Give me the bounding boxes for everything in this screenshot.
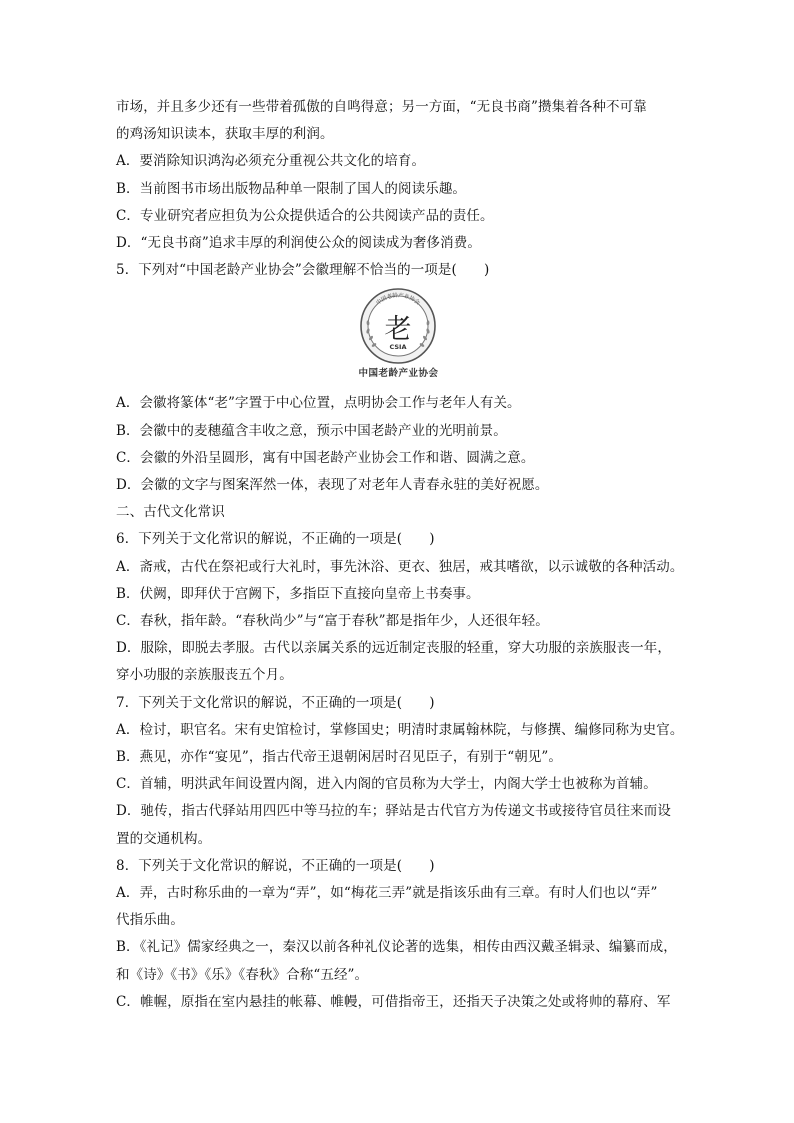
option-line: A．要消除知识鸿沟必须充分重视公共文化的培育。 <box>116 153 426 170</box>
document-page <box>116 94 684 1016</box>
option-line: A．检讨，职官名。宋有史馆检讨，掌修国史；明清时隶属翰林院，与修撰、编修同称为史官。 <box>116 721 684 738</box>
logo-ring-text: 中国老龄产业协会 <box>375 293 421 307</box>
option-line: 代指乐曲。 <box>116 912 184 929</box>
option-line: D．会徽的文字与图案浑然一体，表现了对老年人青春永驻的美好祝愿。 <box>116 477 549 494</box>
question-line: 8．下列关于文化常识的解说，不正确的一项是( ) <box>116 857 435 874</box>
option-line: C．专业研究者应担负为公众提供适合的公共阅读产品的责任。 <box>116 207 494 224</box>
option-line: D．“无良书商”追求丰厚的利润使公众的阅读成为奢侈消费。 <box>116 235 481 252</box>
option-line: 穿小功服的亲族服丧五个月。 <box>116 667 293 684</box>
option-line: B．会徽中的麦穗蕴含丰收之意，预示中国老龄产业的光明前景。 <box>116 422 507 439</box>
option-line: D．服除，即脱去孝服。古代以亲属关系的远近制定丧服的轻重，穿大功服的亲族服丧一年， <box>116 640 671 657</box>
logo-abbr: CSIA <box>389 343 407 352</box>
logo-center-glyph: 老 <box>384 314 412 346</box>
option-line: 和《诗》《书》《乐》《春秋》合称“五经”。 <box>116 966 369 983</box>
option-line: C．春秋，指年龄。“春秋尚少”与“富于春秋”都是指年少，人还很年轻。 <box>116 613 549 630</box>
option-line: B．伏阙，即拜伏于宫阙下，多指臣下直接向皇帝上书奏事。 <box>116 585 480 602</box>
question-line: 5．下列对“中国老龄产业协会”会徽理解不恰当的一项是( ) <box>116 262 490 279</box>
option-line: B．当前图书市场出版物品种单一限制了国人的阅读乐趣。 <box>116 180 467 197</box>
option-line: B．燕见，亦作“宴见”，指古代帝王退朝闲居时召见臣子，有别于“朝见”。 <box>116 749 563 766</box>
option-line: A．斋戒，古代在祭祀或行大礼时，事先沐浴、更衣、独居，戒其嗜欲，以示诚敬的各种活动。 <box>116 558 684 575</box>
option-line: D．驰传，指古代驿站用四匹中等马拉的车；驿站是古代官方为传递文书或接待官员往来而设 <box>116 803 671 820</box>
option-line: C．会徽的外沿呈圆形，寓有中国老龄产业协会工作和谐、圆满之意。 <box>116 449 535 466</box>
question-line: 7．下列关于文化常识的解说，不正确的一项是( ) <box>116 694 435 711</box>
option-line: A．会徽将篆体“老”字置于中心位置，点明协会工作与老年人有关。 <box>116 395 521 412</box>
option-line: A．弄，古时称乐曲的一章为“弄”，如“梅花三弄”就是指该乐曲有三章。有时人们也以“弄” <box>116 885 658 902</box>
question-line: 6．下列关于文化常识的解说，不正确的一项是( ) <box>116 531 435 548</box>
text-line: 的鸡汤知识读本，获取丰厚的利润。 <box>116 126 334 143</box>
option-line: B．《礼记》儒家经典之一，秦汉以前各种礼仪论著的选集，相传由西汉戴圣辑录、编纂而成， <box>116 939 677 956</box>
option-line: 置的交通机构。 <box>116 830 212 847</box>
association-logo <box>116 284 681 390</box>
option-line: C．帷幄，原指在室内悬挂的帐幕、帷幔，可借指帝王，还指天子决策之处或将帅的幕府、军 <box>116 993 671 1010</box>
option-line: C．首辅，明洪武年间设置内阁，进入内阁的官员称为大学士，内阁大学士也被称为首辅。 <box>116 776 657 793</box>
text-block-bottom <box>116 390 684 1016</box>
section-heading: 二、古代文化常识 <box>116 504 225 521</box>
text-line: 市场，并且多少还有一些带着孤傲的自鸣得意；另一方面，“无良书商”攒集着各种不可靠 <box>116 99 647 115</box>
text-block-top <box>116 94 681 284</box>
logo-caption: 中国老龄产业协会 <box>358 368 439 380</box>
emblem-icon <box>357 286 439 366</box>
